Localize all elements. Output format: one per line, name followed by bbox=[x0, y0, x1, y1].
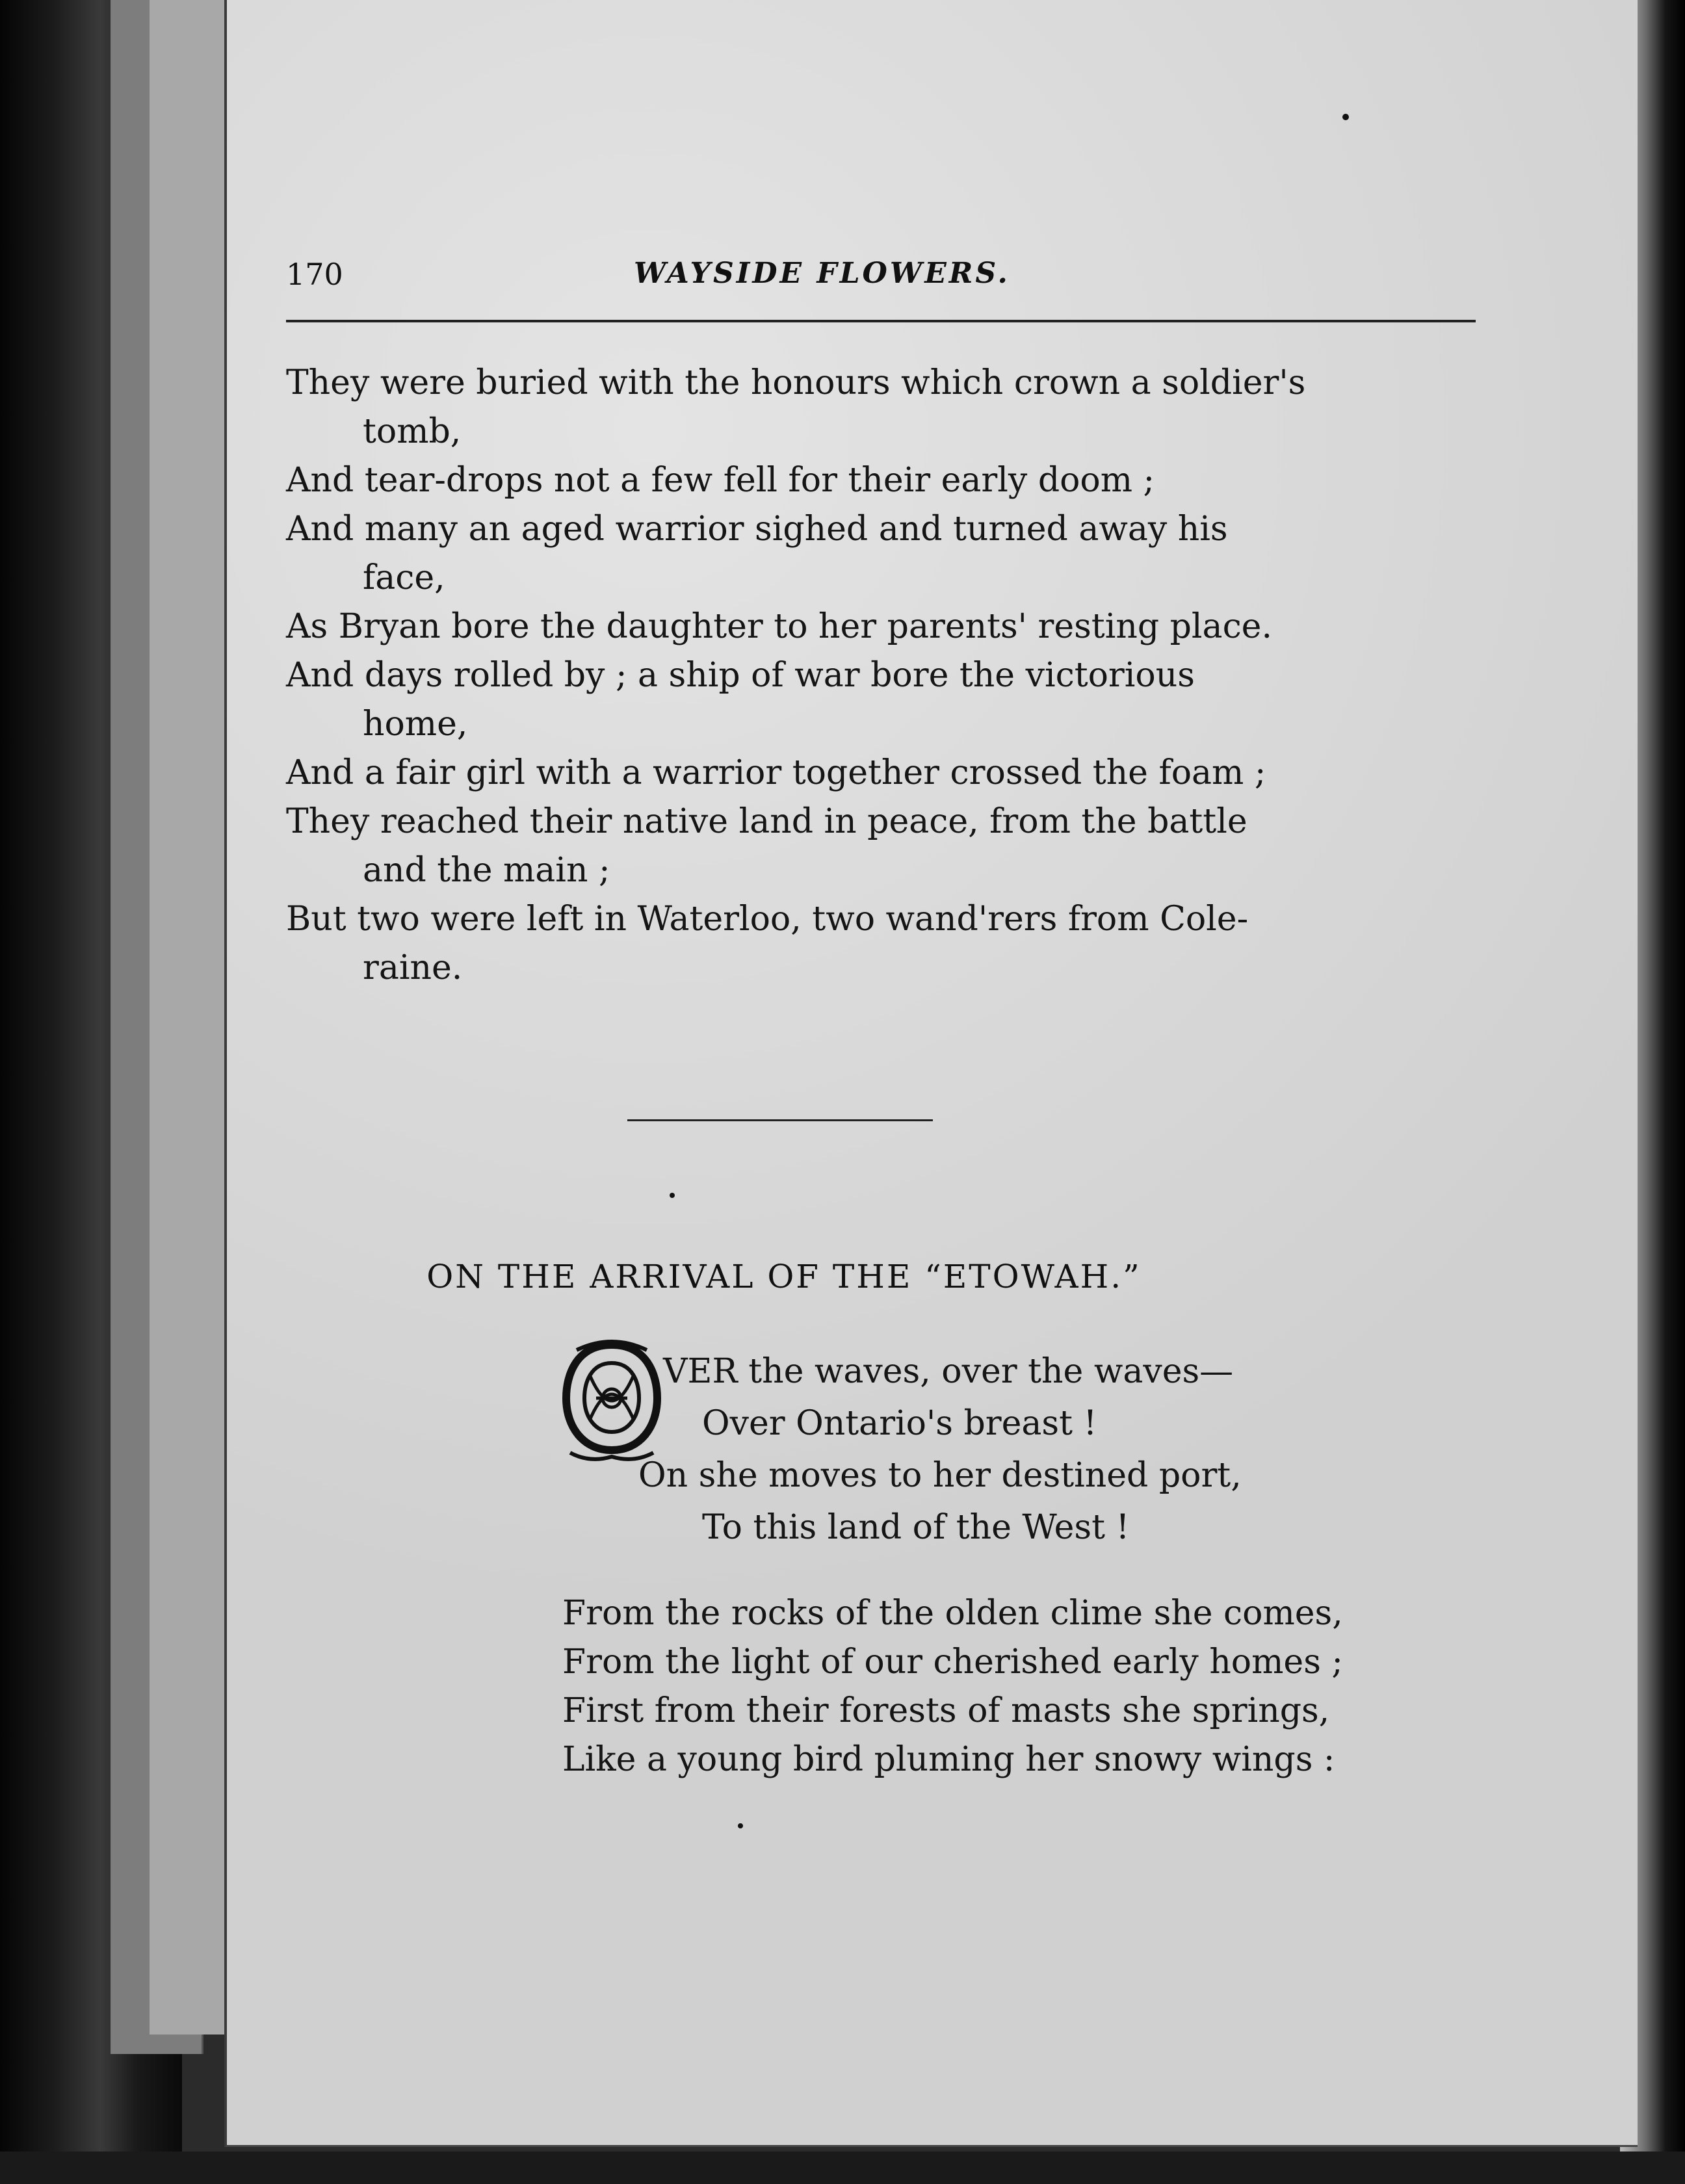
verse-line: From the rocks of the olden clime she comes, bbox=[562, 1594, 1343, 1633]
stanza bbox=[638, 1346, 1242, 1554]
verse-line: To this land of the West ! bbox=[702, 1508, 1130, 1547]
ink-speck bbox=[738, 1823, 743, 1828]
verse-line: They reached their native land in peace, from the battle bbox=[286, 802, 1247, 841]
section-divider bbox=[627, 1119, 933, 1121]
verse-line: and the main ; bbox=[363, 851, 610, 890]
page-edge bbox=[150, 0, 229, 2034]
poem-title bbox=[0, 1258, 1685, 1295]
stanza bbox=[286, 359, 1305, 993]
verse-line: First from their forests of masts she springs, bbox=[562, 1691, 1330, 1730]
running-head bbox=[286, 257, 1482, 302]
ornamental-initial-icon bbox=[557, 1336, 666, 1466]
ink-speck bbox=[1342, 114, 1349, 120]
verse-line: But two were left in Waterloo, two wand'rers from Cole- bbox=[286, 900, 1249, 939]
stanza bbox=[562, 1589, 1343, 1784]
verse-line: As Bryan bore the daughter to her parents' resting place. bbox=[286, 607, 1272, 646]
verse-line: raine. bbox=[363, 948, 463, 987]
verse-line: And tear-drops not a few fell for their early doom ; bbox=[286, 461, 1155, 500]
scan-border bbox=[0, 2152, 1685, 2184]
poem-title-text: ON THE ARRIVAL OF THE “ETOWAH.” bbox=[426, 1258, 1142, 1295]
verse-line: From the light of our cherished early homes ; bbox=[562, 1643, 1343, 1682]
running-title: WAYSIDE FLOWERS. bbox=[634, 257, 1010, 290]
verse-line: They were buried with the honours which crown a soldier's bbox=[286, 363, 1306, 402]
verse-line: And days rolled by ; a ship of war bore the victorious bbox=[286, 656, 1195, 695]
verse-line: home, bbox=[363, 705, 468, 744]
verse-line: And a fair girl with a warrior together crossed the foam ; bbox=[286, 753, 1266, 792]
verse-line: tomb, bbox=[363, 412, 462, 451]
verse-line: Over Ontario's breast ! bbox=[702, 1404, 1097, 1443]
verse-line: Like a young bird pluming her snowy wings : bbox=[562, 1740, 1335, 1779]
header-rule bbox=[286, 320, 1476, 322]
ink-speck bbox=[670, 1193, 675, 1198]
verse-line: face, bbox=[363, 558, 445, 597]
verse-line: VER the waves, over the waves— bbox=[663, 1352, 1234, 1391]
page-number: 170 bbox=[286, 257, 343, 292]
verse-line: On she moves to her destined port, bbox=[638, 1456, 1242, 1495]
verse-line: And many an aged warrior sighed and turned away his bbox=[286, 510, 1228, 549]
